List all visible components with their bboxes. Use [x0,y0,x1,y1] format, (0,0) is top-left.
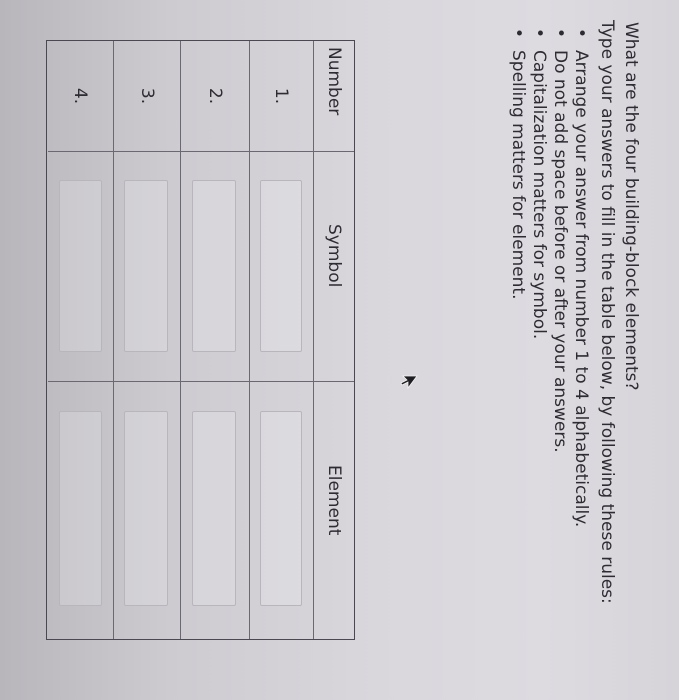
number-cell [114,41,180,152]
number-cell [250,41,313,152]
instructions-text: Type your answers to fill in the table below, by following these rules: [597,20,617,604]
symbol-cell [114,152,180,382]
table-row [48,41,113,639]
mouse-pointer-icon [399,373,419,393]
header-number-label: Number [324,47,344,116]
symbol-cell [250,152,313,382]
rule-text: Spelling matters for element. [508,50,528,300]
number-cell [181,41,249,152]
element-cell [181,382,249,639]
bullet-icon: • [508,28,528,39]
row-number: 3. [137,87,157,105]
bullet-icon: • [529,28,549,39]
row-number: 2. [205,87,225,105]
symbol-input-1[interactable] [260,180,302,352]
header-element-label: Element [324,465,344,536]
rule-text: Capitalization matters for symbol. [529,50,549,340]
element-cell [250,382,313,639]
header-cell-element [314,382,354,639]
table-header-row [313,41,354,639]
question-text: What are the four building-block elements? [621,22,641,391]
rule-text: Arrange your answer from number 1 to 4 alphabetically. [571,50,591,528]
rule-item [570,28,591,527]
rule-item [549,28,570,527]
table-row [180,41,249,639]
row-number: 4. [70,87,91,105]
element-cell [114,382,180,639]
table-row [249,41,313,639]
symbol-cell [48,152,113,382]
header-cell-symbol [314,152,354,382]
symbol-input-3[interactable] [124,180,168,352]
element-input-1[interactable] [260,411,302,606]
rule-text: Do not add space before or after your answers. [550,50,570,453]
table-row [113,41,180,639]
symbol-input-4[interactable] [59,180,102,352]
header-cell-number [314,41,354,152]
element-input-3[interactable] [124,411,168,606]
element-cell [48,382,113,639]
bullet-icon: • [550,28,570,39]
bullet-icon: • [571,28,591,39]
rule-item [507,28,528,527]
element-input-2[interactable] [192,411,236,606]
rule-item [528,28,549,527]
row-number: 1. [271,87,292,105]
element-input-4[interactable] [59,411,102,606]
symbol-input-2[interactable] [192,180,236,352]
header-symbol-label: Symbol [324,224,344,288]
number-cell [48,41,113,152]
symbol-cell [181,152,249,382]
rules-list [507,28,591,527]
answer-table [46,40,355,640]
